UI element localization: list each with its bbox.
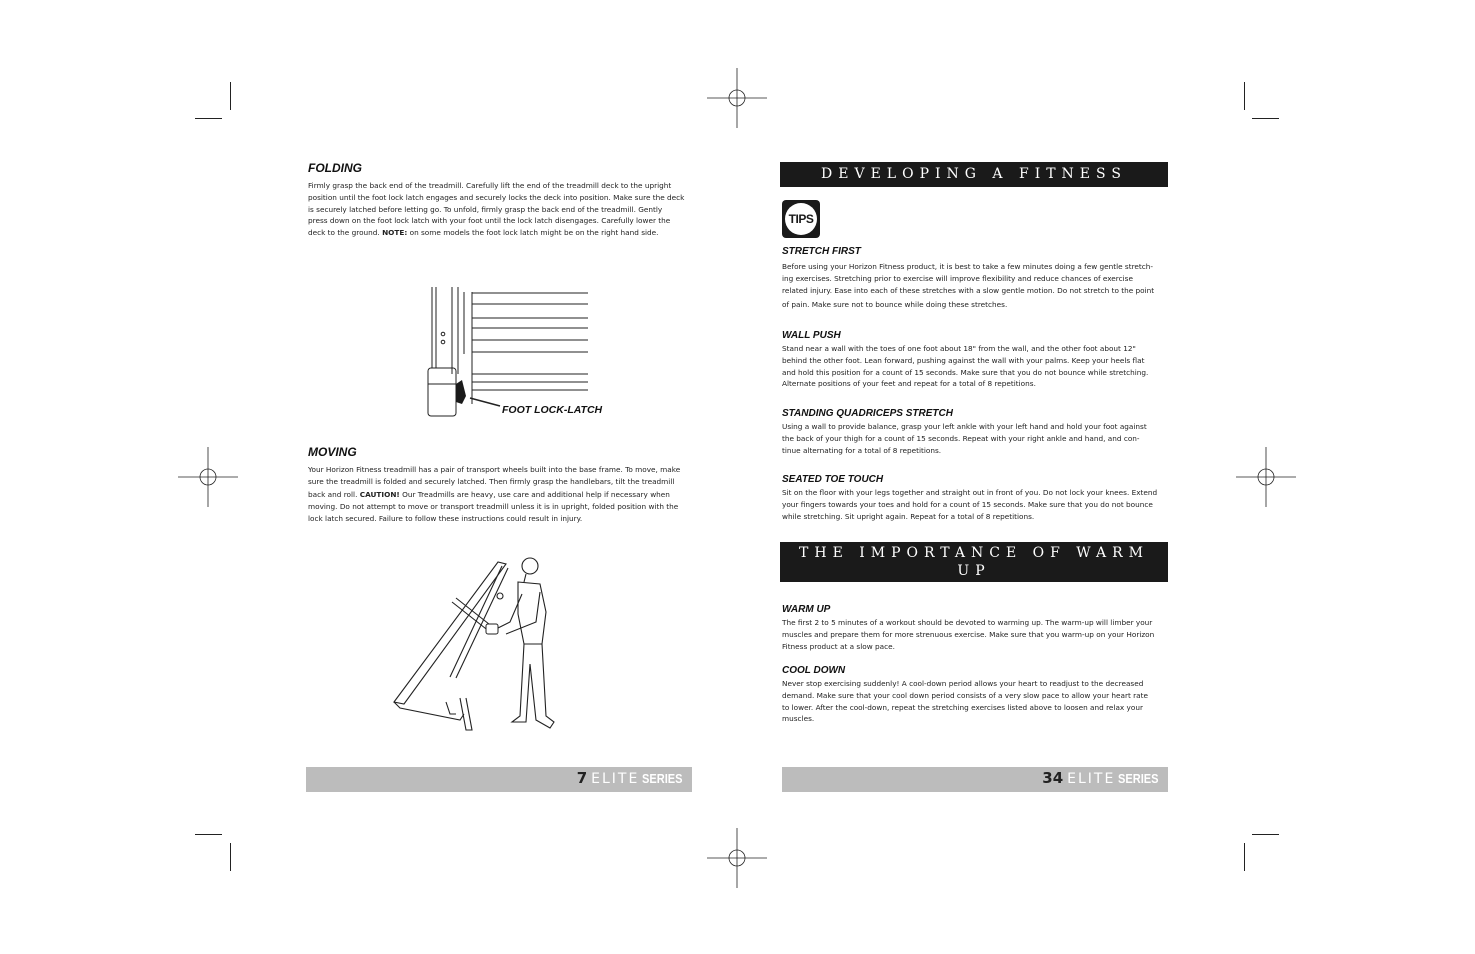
toe-touch-line: your fingers towards your toes and hold for a count of 15 seconds. Make sure that you do not bounce — [782, 499, 1153, 509]
folding-line: is securely latched before letting go. To unfold, firmly grasp the back end of the treadmill. Gently — [308, 204, 663, 214]
folding-line: position until the foot lock latch engages and securely locks the deck into position. Make sure the deck — [308, 192, 685, 202]
stretch-first-line: related injury. Ease into each of these stretches with a slow gentle motion. Do not stretch to the point — [782, 285, 1155, 295]
quad-stretch-heading: STANDING QUADRICEPS STRETCH — [782, 408, 953, 419]
moving-heading: MOVING — [308, 445, 357, 459]
moving-line — [308, 489, 694, 501]
crop-mark — [230, 843, 231, 871]
warm-up-heading: WARM UP — [782, 604, 831, 615]
toe-touch-section — [782, 474, 1168, 522]
cool-down-line: to lower. After the cool-down, repeat the stretching exercises listed above to loosen and relax your — [782, 702, 1143, 712]
wall-push-line: Stand near a wall with the toes of one foot about 18" from the wall, and the other foot about 12" — [782, 344, 1136, 353]
stretch-first-line: of pain. Make sure not to bounce while doing these stretches. — [782, 300, 1008, 310]
stretch-first-heading: STRETCH FIRST — [782, 246, 861, 257]
wall-push-section — [782, 330, 1168, 390]
wall-push-line: Alternate positions of your feet and repeat for a total of 8 repetitions. — [782, 379, 1036, 389]
cool-down-heading: COOL DOWN — [782, 665, 846, 676]
quad-stretch-line: the back of your thigh for a count of 15 seconds. Repeat with your right ankle and hand, and con- — [782, 433, 1140, 443]
registration-mark — [178, 447, 238, 507]
crop-mark — [1244, 82, 1245, 110]
quad-stretch-line: Using a wall to provide balance, grasp your left ankle with your left hand and hold your foot against — [782, 422, 1147, 431]
folding-line: Firmly grasp the back end of the treadmill. Carefully lift the end of the treadmill deck to the upright — [308, 181, 672, 190]
registration-mark — [707, 828, 767, 888]
stretch-first-line: ing exercises. Stretching prior to exercise will improve flexibility and reduce chances of exercise — [782, 273, 1133, 283]
wall-push-line: and hold this position for a count of 15 seconds. Make sure that you do not bounce while stretching. — [782, 367, 1149, 377]
moving-text: back and roll. — [308, 489, 360, 499]
left-page-footer — [306, 767, 692, 792]
footer-elite: ELITE — [591, 771, 640, 787]
wall-push-heading: WALL PUSH — [782, 330, 841, 341]
page-number: 34 — [1042, 769, 1064, 787]
stretch-first-section — [782, 246, 1168, 311]
toe-touch-line: Sit on the floor with your legs together and straight out in front of you. Do not lock your knees. Extend — [782, 488, 1158, 497]
crop-mark — [1252, 118, 1279, 119]
warm-up-section — [782, 604, 1168, 652]
registration-mark — [1236, 447, 1296, 507]
folding-heading: FOLDING — [308, 161, 362, 175]
cool-down-line: Never stop exercising suddenly! A cool-down period allows your heart to readjust to the decreased — [782, 679, 1144, 688]
footer-elite: ELITE — [1067, 771, 1116, 787]
folding-line: press down on the foot lock latch with your foot until the lock latch disengages. Carefully lower the — [308, 216, 671, 226]
developing-fitness-banner: DEVELOPING A FITNESS PROGRAM — [780, 162, 1168, 187]
footer-series: SERIES — [642, 771, 683, 786]
page-number: 7 — [576, 769, 588, 787]
crop-mark — [1252, 834, 1279, 835]
quad-stretch-line: tinue alternating for a total of 8 repetitions. — [782, 445, 942, 455]
stretch-first-line: Before using your Horizon Fitness product, it is best to take a few minutes doing a few gentle stretch- — [782, 262, 1154, 271]
left-page-moving-section — [308, 445, 694, 525]
crop-mark — [230, 82, 231, 110]
crop-mark — [195, 834, 222, 835]
crop-mark — [1244, 843, 1245, 871]
registration-mark — [707, 68, 767, 128]
moving-treadmill-illustration — [390, 552, 565, 737]
moving-line: lock latch secured. Failure to follow these instructions could result in injury. — [308, 514, 583, 524]
toe-touch-heading: SEATED TOE TOUCH — [782, 474, 884, 485]
cool-down-line: muscles. — [782, 714, 815, 724]
cool-down-line: demand. Make sure that your cool down period consists of a very slow pace to allow your heart rate — [782, 690, 1148, 700]
toe-touch-line: while stretching. Sit upright again. Repeat for a total of 8 repetitions. — [782, 511, 1035, 521]
folding-line — [308, 227, 694, 239]
crop-mark — [195, 118, 222, 119]
wall-push-line: behind the other foot. Lean forward, pushing against the wall with your palms. Keep your heels flat — [782, 355, 1145, 365]
banner-line: THE IMPORTANCE OF WARM UP — [799, 545, 1149, 579]
tips-icon: TIPS — [785, 203, 817, 235]
warm-up-line: Fitness product at a slow pace. — [782, 641, 895, 651]
moving-line: moving. Do not attempt to move or transport treadmill unless it is in upright, folded position with the — [308, 502, 679, 512]
moving-line: Your Horizon Fitness treadmill has a pair of transport wheels built into the base frame. To move, make — [308, 465, 681, 474]
note-label: NOTE: — [382, 228, 408, 238]
left-page-folding-section — [308, 161, 694, 239]
moving-text: Our Treadmills are heavy, use care and additional help if necessary when — [399, 489, 670, 499]
footer-series: SERIES — [1118, 771, 1159, 786]
foot-lock-latch-caption: FOOT LOCK-LATCH — [502, 404, 603, 416]
tips-badge — [782, 200, 820, 238]
folding-text: on some models the foot lock latch might be on the right hand side. — [407, 228, 659, 238]
caution-label: CAUTION! — [359, 489, 400, 499]
right-page-footer — [782, 767, 1168, 792]
warm-up-line: The first 2 to 5 minutes of a workout should be devoted to warming up. The warm-up will limber your — [782, 618, 1153, 627]
moving-line: sure the treadmill is folded and securely latched. Then firmly grasp the handlebars, tilt the treadmill — [308, 476, 675, 486]
foot-lock-latch-illustration — [420, 284, 595, 420]
folding-text: deck to the ground. — [308, 228, 383, 238]
cool-down-section — [782, 665, 1168, 725]
warm-up-cool-down-banner — [780, 542, 1168, 597]
quad-stretch-section — [782, 408, 1168, 456]
warm-up-line: muscles and prepare them for more strenuous exercise. Make sure that you warm-up on your Horizon — [782, 629, 1155, 639]
banner-line: AND COOL DOWN — [867, 581, 1081, 597]
